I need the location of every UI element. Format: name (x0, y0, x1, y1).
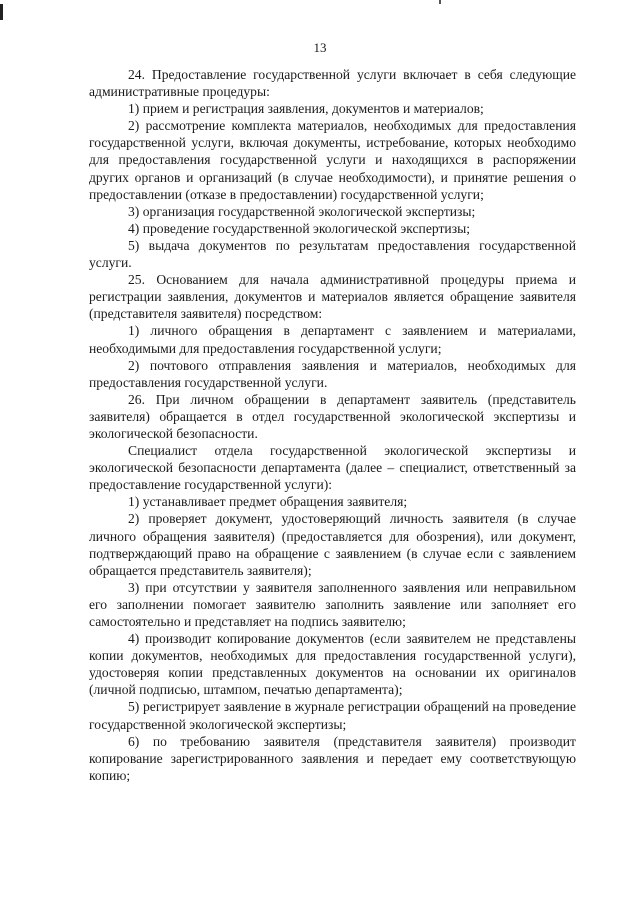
scan-edge-mark (0, 4, 3, 20)
scan-top-tick (439, 0, 441, 4)
list-item: 6) по требованию заявителя (представителя заявителя) производит копирование зарегистрированного заявления и передает ему соответствующую копию; (89, 733, 576, 783)
document-body (89, 66, 576, 784)
list-item: 2) почтового отправления заявления и материалов, необходимых для предоставления государственной услуги. (89, 357, 576, 390)
list-item: 2) рассмотрение комплекта материалов, необходимых для предоставления государственной услуги, включая документы, истребование, которых необходимо для предоставления государственной услуги и находящихся в распоряжении других органов и организаций (в случае необходимости), и принятие решения о предоставлении (отказе в предоставлении) государственной услуги; (89, 118, 576, 202)
paragraph-25: 25. Основанием для начала административной процедуры приема и регистрации заявления, документов и материалов является обращение заявителя (представителя заявителя) посредством: (89, 272, 576, 322)
list-item: 5) выдача документов по результатам предоставления государственной услуги. (89, 237, 576, 271)
paragraph-24: 24. Предоставление государственной услуги включает в себя следующие административные процедуры: (89, 67, 576, 100)
list-item: 3) организация государственной экологической экспертизы; (128, 203, 476, 219)
page-number: 13 (313, 40, 327, 55)
list-item: 1) личного обращения в департамент с заявлением и материалами, необходимыми для предоставления государственной услуги; (89, 323, 576, 356)
list-item: 4) производит копирование документов (если заявителем не представлены копии документов, необходимых для предоставления государственной услуги), удостоверяя копии представленных документов на основании их оригиналов (личной подписью, штампом, печатью департамента); (89, 631, 576, 698)
list-item: 5) регистрирует заявление в журнале регистрации обращений на проведение государственной экологической экспертизы; (89, 699, 576, 732)
paragraph-26: 26. При личном обращении в департамент заявитель (представитель заявителя) обращается в отдел государственной экологической экспертизы и экологической безопасности. (89, 391, 576, 441)
list-item: 3) при отсутствии у заявителя заполненного заявления или неправильном его заполнении помогает заявителю заполнить заявление или заполняет его самостоятельно и представляет на подпись заявителю; (89, 579, 576, 629)
list-item: 2) проверяет документ, удостоверяющий личность заявителя (в случае личного обращения заявителя) (предоставляется для обозрения), или документ, подтверждающий право на обращение с заявлением (в случае если с заявлением обращается представитель заявителя); (89, 511, 576, 578)
paragraph-specialist: Специалист отдела государственной экологической экспертизы и экологической безопасности департамента (далее – специалист, ответственный за предоставление государственной услуги): (89, 443, 576, 493)
list-item: 4) проведение государственной экологической экспертизы; (128, 220, 470, 236)
list-item: 1) устанавливает предмет обращения заявителя; (128, 494, 408, 510)
list-item: 1) прием и регистрация заявления, документов и материалов; (128, 101, 484, 117)
